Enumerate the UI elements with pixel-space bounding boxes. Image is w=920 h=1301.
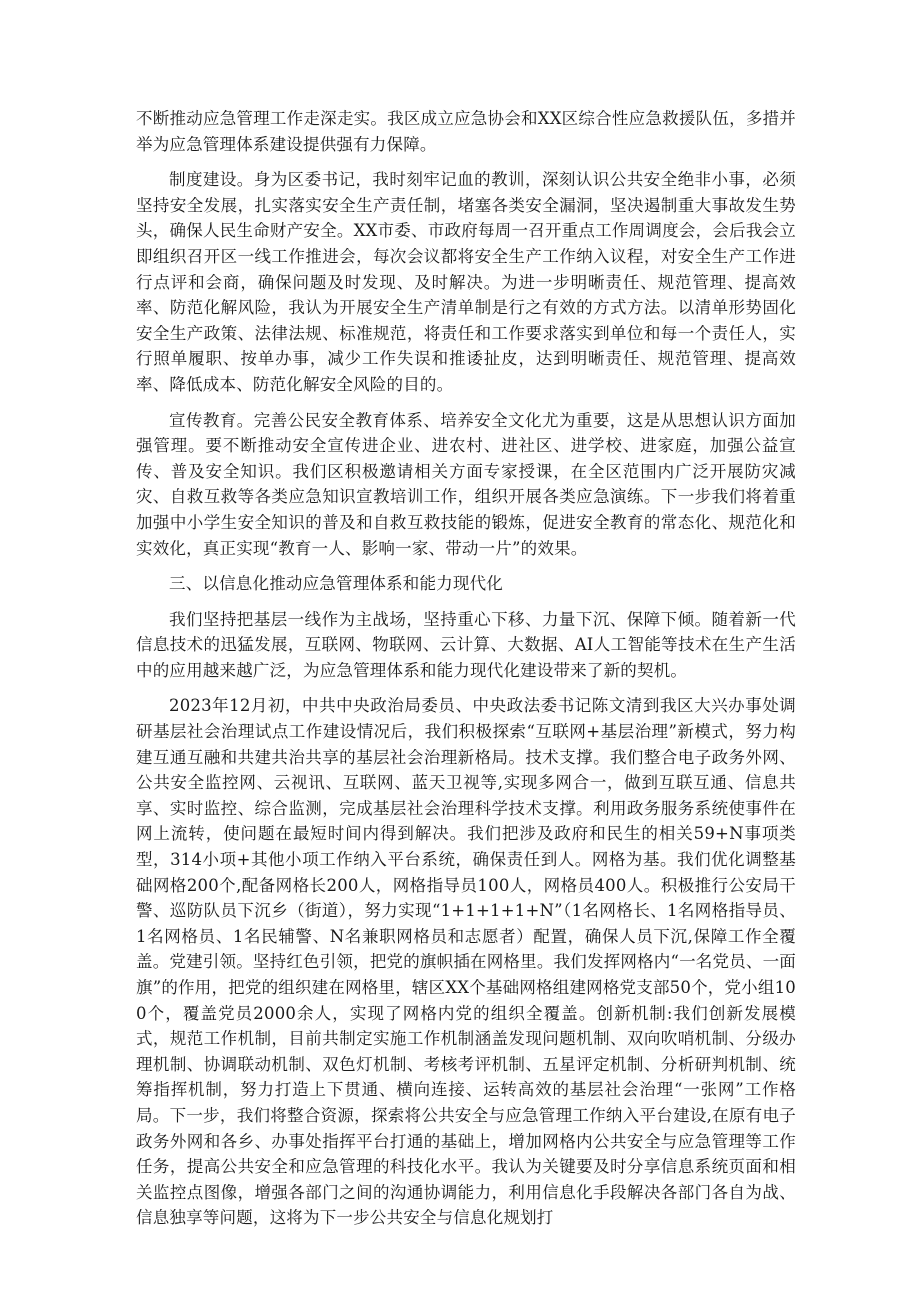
paragraph-intro: 不断推动应急管理工作走深走实。我区成立应急协会和XX区综合性应急救援队伍，多措并举为应急管理体系建设提供强有力保障。 bbox=[136, 109, 796, 154]
paragraph-internet-governance: 2023年12月初，中共中央政治局委员、中央政法委书记陈文清到我区大兴办事处调研基层社会治理试点工作建设情况后，我们积极探索“互联网+基层治理”新模式，努力构建互通互融和共建共治共享的基层社会治理新格局。技术支撑。我们整合电子政务外网、公共安全监控网、云视讯、互联网、蓝天卫视等,实现多网合一，做到互联互通、信息共享、实时监控、综合监测，完成基层社会治理科学技术支撑。利用政务服务系统使事件在网上流转，使问题在最短时间内得到解决。我们把涉及政府和民生的相关59+N事项类型，314小项+其他小项工作纳入平台系统，确保责任到人。网格为基。我们优化调整基础网格200个,配备网格长200人，网格指导员100人，网格员400人。积极推行公安局干警、巡防队员下沉乡（街道），努力实现“1+1+1+1+N”（1名网格长、1名网格指导员、1名网格员、1名民辅警、N名兼职网格员和志愿者）配置，确保人员下沉,保障工作全覆盖。党建引领。坚持红色引领，把党的旗帜插在网格里。我们发挥网格内“一名党员、一面旗”的作用，把党的组织建在网格里，辖区XX个基础网格组建网格党支部50个，党小组100个，覆盖党员2000余人，实现了网格内党的组织全覆盖。创新机制:我们创新发展模式，规范工作机制，目前共制定实施工作机制涵盖发现问题机制、双向吹哨机制、分级办理机制、协调联动机制、双色灯机制、考核考评机制、五星评定机制、分析研判机制、统筹指挥机制，努力打造上下贯通、横向连接、运转高效的基层社会治理“一张网”工作格局。下一步，我们将整合资源，探索将公共安全与应急管理工作纳入平台建设,在原有电子政务外网和各乡、办事处指挥平台打通的基础上，增加网格内公共安全与应急管理等工作任务，提高公共安全和应急管理的科技化水平。我认为关键要及时分享信息系统页面和相关监控点图像，增强各部门之间的沟通协调能力，利用信息化手段解决各部门各自为战、信息独享等问题，这将为下一步公共安全与信息化规划打 bbox=[136, 696, 796, 1228]
paragraph-publicity-education: 宣传教育。完善公民安全教育体系、培养安全文化尤为重要，这是从思想认识方面加强管理。要不断推动安全宣传进企业、进农村、进社区、进学校、进家庭，加强公益宣传、普及安全知识。我们区积极邀请相关方面专家授课，在全区范围内广泛开展防灾减灾、自救互救等各类应急知识宣教培训工作，组织开展各类应急演练。下一步我们将着重加强中小学生安全知识的普及和自救互救技能的锻炼，促进安全教育的常态化、规范化和实效化，真正实现“教育一人、影响一家、带动一片”的效果。 bbox=[136, 410, 796, 558]
paragraph-system-building: 制度建设。身为区委书记，我时刻牢记血的教训，深刻认识公共安全绝非小事，必须坚持安全发展，扎实落实安全生产责任制，堵塞各类安全漏洞，坚决遏制重大事故发生势头，确保人民生命财产安全。XX市委、市政府每周一召开重点工作周调度会，会后我会立即组织召开区一线工作推进会，每次会议都将安全生产工作纳入议程，对安全生产工作进行点评和会商，确保问题及时发现、及时解决。为进一步明晰责任、规范管理、提高效率、防范化解风险，我认为开展安全生产清单制是行之有效的方式方法。以清单形势固化安全生产政策、法律法规、标准规范，将责任和工作要求落实到单位和每一个责任人，实行照单履职、按单办事，减少工作失误和推诿扯皮，达到明晰责任、规范管理、提高效率、降低成本、防范化解安全风险的目的。 bbox=[136, 170, 796, 394]
section-heading: 三、以信息化推动应急管理体系和能力现代化 bbox=[169, 574, 503, 594]
document-page bbox=[136, 106, 796, 1241]
paragraph-grassroots: 我们坚持把基层一线作为主战场，坚持重心下移、力量下沉、保障下倾。随着新一代信息技术的迅猛发展，互联网、物联网、云计算、大数据、AI人工智能等技术在生产生活中的应用越来越广泛，为应急管理体系和能力现代化建设带来了新的契机。 bbox=[136, 609, 796, 680]
